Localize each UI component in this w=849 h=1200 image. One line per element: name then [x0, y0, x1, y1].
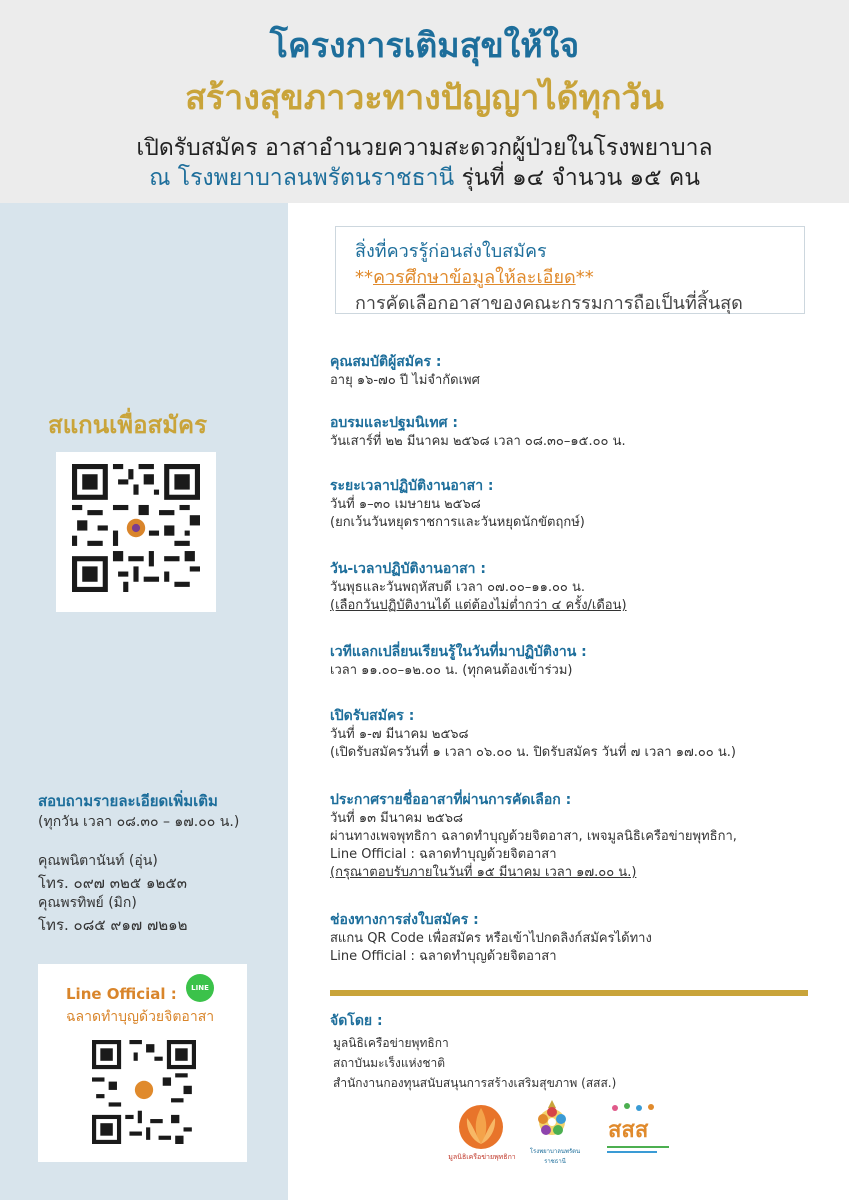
section-heading: อบรมและปฐมนิเทศ : — [330, 415, 458, 431]
organizer-3: สำนักงานกองทุนสนับสนุนการสร้างเสริมสุขภาพ (สสส.) — [333, 1076, 617, 1090]
contact-title: สอบถามรายละเอียดเพิ่มเติม — [38, 792, 218, 810]
section-exchange — [330, 642, 820, 680]
divider — [330, 990, 808, 996]
section-text: วันที่ ๑๓ มีนาคม ๒๕๖๘ — [330, 811, 464, 826]
register-qr-card — [56, 452, 216, 612]
section-heading: วัน-เวลาปฏิบัติงานอาสา : — [330, 561, 487, 577]
section-text: วันที่ ๑-๗ มีนาคม ๒๕๖๘ — [330, 727, 469, 742]
section-text: (ยกเว้นวันหยุดราชการและวันหยุดนักขัตฤกษ์) — [330, 515, 585, 530]
line-logo-icon: LINE — [186, 974, 214, 1002]
hospital-logo-caption: โรงพยาบาลนพรัตนราชธานี — [529, 1148, 581, 1165]
title-line1: โครงการเติมสุขให้ใจ — [269, 26, 580, 66]
section-text: วันที่ ๑–๓๐ เมษายน ๒๕๖๘ — [330, 497, 481, 512]
line-qr-code[interactable] — [92, 1040, 196, 1144]
organizers-heading: จัดโดย : — [330, 1013, 383, 1029]
contact2-phone[interactable]: โทร. ๐๘๕ ๙๑๗ ๗๒๑๒ — [38, 916, 188, 934]
contact1-phone[interactable]: โทร. ๐๙๗ ๓๒๕ ๑๒๕๓ — [38, 874, 188, 892]
section-text: วันเสาร์ที่ ๒๒ มีนาคม ๒๕๖๘ เวลา ๐๘.๓๐–๑๕.๐๐ น. — [330, 434, 626, 449]
subtitle-line2 — [0, 160, 849, 196]
section-text: วันพุธและวันพฤหัสบดี เวลา ๐๗.๐๐–๑๑.๐๐ น. — [330, 580, 585, 595]
section-text: (เปิดรับสมัครวันที่ ๑ เวลา ๐๖.๐๐ น. ปิดรับสมัคร วันที่ ๗ เวลา ๑๗.๐๐ น.) — [330, 745, 736, 760]
organizer-1: มูลนิธิเครือข่ายพุทธิกา — [333, 1036, 449, 1050]
section-announce — [330, 790, 820, 882]
thaihealth-logo-text: สสส — [608, 1118, 649, 1143]
section-open — [330, 706, 820, 762]
section-text: Line Official : ฉลาดทำบุญด้วยจิตอาสา — [330, 847, 557, 862]
section-period — [330, 476, 820, 532]
notice-emphasis: ควรศึกษาข้อมูลให้ละเอียด — [373, 267, 576, 288]
header-banner — [0, 0, 849, 203]
section-channel — [330, 910, 820, 966]
section-heading: เวทีแลกเปลี่ยนเรียนรู้ในวันที่มาปฏิบัติงาน : — [330, 644, 587, 660]
section-schedule — [330, 559, 820, 615]
section-text: (เลือกวันปฏิบัติงานได้ แต่ต้องไม่ต่ำกว่า ๔ ครั้ง/เดือน) — [330, 598, 627, 613]
section-heading: เปิดรับสมัคร : — [330, 708, 415, 724]
contact-hours: (ทุกวัน เวลา ๐๘.๓๐ – ๑๗.๐๐ น.) — [38, 814, 240, 830]
scan-title: สแกนเพื่อสมัคร — [48, 411, 207, 439]
section-text: (กรุณาตอบรับภายในวันที่ ๑๕ มีนาคม เวลา ๑๗.๐๐ น.) — [330, 865, 637, 880]
batch-info: รุ่นที่ ๑๔ จำนวน ๑๕ คน — [454, 165, 700, 191]
section-text: เวลา ๑๑.๐๐–๑๒.๐๐ น. (ทุกคนต้องเข้าร่วม) — [330, 663, 573, 678]
section-orientation — [330, 413, 820, 451]
line-account-name: ฉลาดทำบุญด้วยจิตอาสา — [66, 1009, 215, 1025]
hospital-name: ณ โรงพยาบาลนพรัตนราชธานี — [149, 165, 455, 191]
subtitle-line1: เปิดรับสมัคร อาสาอำนวยความสะดวกผู้ป่วยในโรงพยาบาล — [136, 135, 713, 161]
line-official-label: Line Official : — [66, 985, 177, 1003]
notice-asterisks-right: ** — [575, 267, 594, 288]
contact2-name: คุณพรทิพย์ (มิก) — [38, 895, 137, 911]
section-text: ผ่านทางเพจพุทธิกา ฉลาดทำบุญด้วยจิตอาสา, เพจมูลนิธิเครือข่ายพุทธิกา, — [330, 829, 737, 844]
buddhika-logo-caption: มูลนิธิเครือข่ายพุทธิกา — [448, 1153, 516, 1161]
hospital-logo-icon — [528, 1098, 576, 1146]
notice-line1: สิ่งที่ควรรู้ก่อนส่งใบสมัคร — [355, 241, 547, 262]
title-line2: สร้างสุขภาวะทางปัญญาได้ทุกวัน — [185, 78, 664, 118]
register-qr-code[interactable] — [72, 464, 200, 592]
notice-line3: การคัดเลือกอาสาของคณะกรรมการถือเป็นที่สิ้นสุด — [355, 293, 743, 314]
section-heading: ประกาศรายชื่ออาสาที่ผ่านการคัดเลือก : — [330, 792, 572, 808]
section-heading: ช่องทางการส่งใบสมัคร : — [330, 912, 479, 928]
contact1-name: คุณพนิตานันท์ (อุ่น) — [38, 853, 158, 869]
section-text: อายุ ๑๖-๗๐ ปี ไม่จำกัดเพศ — [330, 373, 480, 388]
buddhika-logo-icon — [452, 1100, 510, 1150]
section-heading: ระยะเวลาปฏิบัติงานอาสา : — [330, 478, 494, 494]
notice-line2 — [355, 262, 594, 291]
section-qualification — [330, 352, 820, 390]
section-text: Line Official : ฉลาดทำบุญด้วยจิตอาสา — [330, 949, 557, 964]
notice-asterisks-left: ** — [355, 267, 373, 288]
section-heading: คุณสมบัติผู้สมัคร : — [330, 354, 442, 370]
organizer-2: สถาบันมะเร็งแห่งชาติ — [333, 1056, 446, 1070]
section-text: สแกน QR Code เพื่อสมัคร หรือเข้าไปกดลิงก์สมัครได้ทาง — [330, 931, 652, 946]
